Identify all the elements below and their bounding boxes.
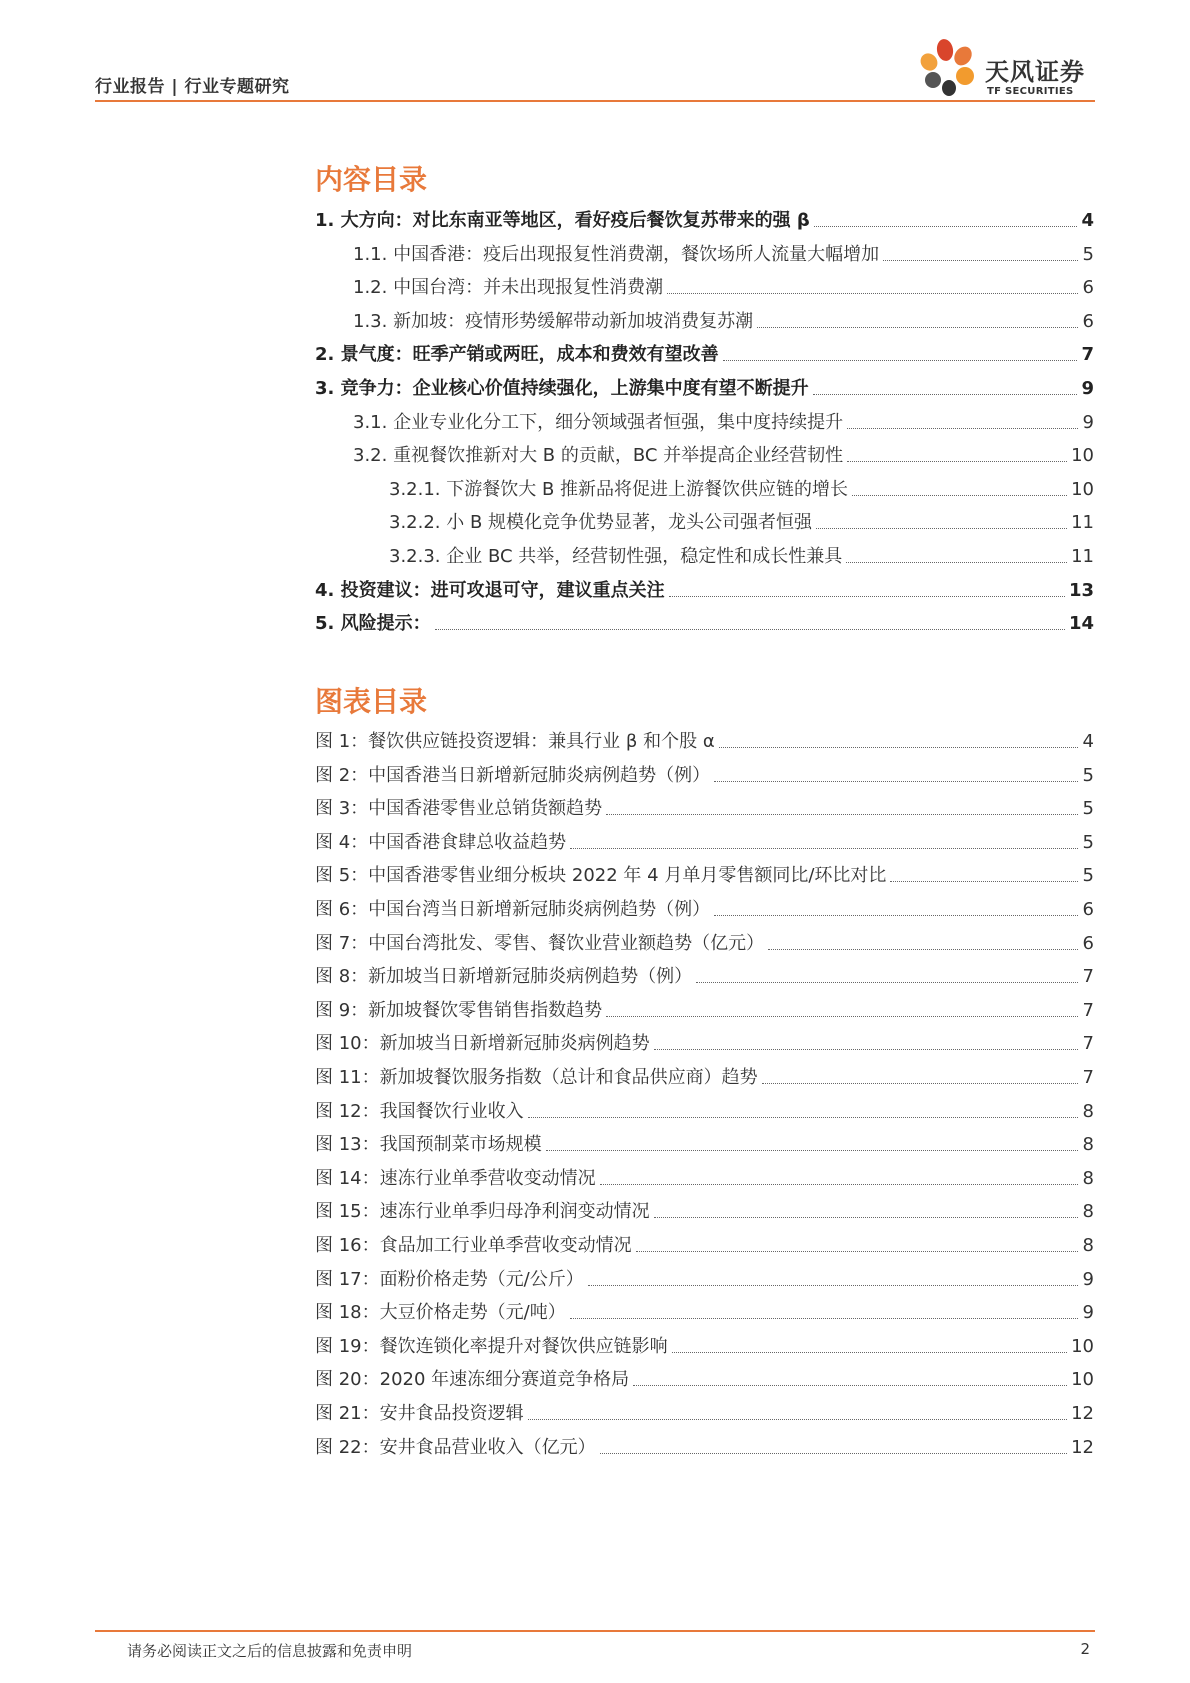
toc-entry-page: 10	[1071, 478, 1094, 500]
leader-dots	[528, 1117, 1078, 1118]
toc-list	[315, 197, 1094, 637]
leader-dots	[606, 814, 1078, 815]
figure-entry-label: 图 13：我国预制菜市场规模	[315, 1134, 542, 1156]
leader-dots	[890, 881, 1078, 882]
figures-list	[315, 718, 1094, 1458]
figure-entry-page: 7	[1082, 966, 1094, 988]
figure-entry-label: 图 3：中国香港零售业总销货额趋势	[315, 798, 603, 820]
figure-entry[interactable]	[315, 1054, 1094, 1090]
figure-entry-page: 5	[1082, 764, 1094, 786]
toc-entry-label: 1. 大方向：对比东南亚等地区，看好疫后餐饮复苏带来的强 β	[315, 210, 810, 231]
toc-entry-page: 5	[1082, 243, 1094, 265]
figure-entry-page: 5	[1082, 865, 1094, 887]
toc-entry[interactable]	[315, 197, 1094, 233]
figure-entry[interactable]	[315, 920, 1094, 956]
figure-entry-label: 图 16：食品加工行业单季营收变动情况	[315, 1235, 632, 1256]
figure-entry[interactable]	[315, 987, 1094, 1023]
leader-dots	[654, 1049, 1078, 1050]
figure-entry[interactable]	[315, 1222, 1094, 1258]
footer-disclaimer: 请务必阅读正文之后的信息披露和免责申明	[127, 1642, 413, 1660]
toc-entry[interactable]	[315, 231, 1094, 267]
leader-dots	[768, 949, 1078, 950]
flower-logo-icon	[915, 36, 985, 100]
figure-entry-page: 10	[1071, 1335, 1094, 1357]
toc-entry-label: 1.1. 中国香港：疫后出现报复性消费潮，餐饮场所人流量大幅增加	[353, 243, 880, 265]
figure-entry-label: 图 2：中国香港当日新增新冠肺炎病例趋势（例）	[315, 764, 711, 786]
figures-title: 图表目录	[315, 685, 428, 718]
leader-dots	[696, 982, 1078, 983]
page-number: 2	[1080, 1640, 1090, 1658]
figure-entry-label: 图 12：我国餐饮行业收入	[315, 1100, 524, 1122]
figure-entry[interactable]	[315, 752, 1094, 788]
figure-entry-label: 图 4：中国香港食肆总收益趋势	[315, 831, 567, 853]
figure-entry-page: 7	[1082, 1067, 1094, 1088]
figure-entry-label: 图 17：面粉价格走势（元/公斤）	[315, 1268, 584, 1290]
figure-entry-page: 8	[1082, 1201, 1094, 1223]
figure-entry[interactable]	[315, 1020, 1094, 1056]
leader-dots	[847, 461, 1067, 462]
toc-entry-page: 6	[1082, 310, 1094, 332]
leader-dots	[435, 629, 1065, 630]
report-type: 行业报告 | 行业专题研究	[95, 77, 290, 97]
toc-entry-page: 11	[1071, 546, 1094, 567]
figure-entry[interactable]	[315, 1121, 1094, 1157]
figure-entry-label: 图 22：安井食品营业收入（亿元）	[315, 1436, 596, 1458]
figure-entry-label: 图 11：新加坡餐饮服务指数（总计和食品供应商）趋势	[315, 1067, 758, 1088]
figure-entry[interactable]	[315, 886, 1094, 922]
figure-entry-page: 7	[1082, 999, 1094, 1021]
leader-dots	[570, 848, 1078, 849]
figure-entry-page: 8	[1082, 1134, 1094, 1156]
leader-dots	[816, 528, 1067, 529]
leader-dots	[883, 260, 1078, 261]
figure-entry[interactable]	[315, 1424, 1094, 1460]
leader-dots	[714, 915, 1078, 916]
figure-entry-page: 8	[1082, 1100, 1094, 1122]
leader-dots	[667, 293, 1078, 294]
leader-dots	[600, 1184, 1078, 1185]
figure-entry-label: 图 18：大豆价格走势（元/吨）	[315, 1302, 566, 1324]
toc-entry-page: 9	[1081, 378, 1094, 399]
figure-entry[interactable]	[315, 1289, 1094, 1325]
toc-entry-label: 3. 竞争力：企业核心价值持续强化，上游集中度有望不断提升	[315, 378, 809, 399]
figure-entry-page: 5	[1082, 831, 1094, 853]
leader-dots	[636, 1251, 1078, 1252]
figure-entry[interactable]	[315, 718, 1094, 754]
logo-english-name: TF SECURITIES	[987, 86, 1074, 97]
toc-entry[interactable]	[315, 298, 1094, 334]
leader-dots	[654, 1217, 1078, 1218]
toc-entry-page: 9	[1082, 411, 1094, 433]
figure-entry-label: 图 8：新加坡当日新增新冠肺炎病例趋势（例）	[315, 966, 693, 988]
leader-dots	[570, 1318, 1078, 1319]
toc-entry-label: 2. 景气度：旺季产销或两旺，成本和费效有望改善	[315, 344, 719, 366]
leader-dots	[847, 428, 1078, 429]
toc-entry-label: 3.2.3. 企业 BC 共举，经营韧性强，稳定性和成长性兼具	[389, 546, 843, 567]
toc-entry-page: 14	[1068, 613, 1094, 635]
figure-entry[interactable]	[315, 785, 1094, 821]
leader-dots	[813, 394, 1078, 395]
toc-entry[interactable]	[315, 399, 1094, 435]
toc-entry[interactable]	[315, 499, 1094, 535]
toc-title: 内容目录	[315, 163, 428, 196]
figure-entry-label: 图 10：新加坡当日新增新冠肺炎病例趋势	[315, 1033, 650, 1055]
figure-entry-label: 图 1：餐饮供应链投资逻辑：兼具行业 β 和个股 α	[315, 731, 715, 752]
figure-entry-label: 图 9：新加坡餐饮零售销售指数趋势	[315, 999, 603, 1021]
figure-entry-label: 图 21：安井食品投资逻辑	[315, 1403, 524, 1424]
figure-entry[interactable]	[315, 819, 1094, 855]
footer-divider	[95, 1630, 1095, 1632]
figure-entry-page: 8	[1082, 1167, 1094, 1189]
company-logo	[915, 36, 1095, 100]
figure-entry-page: 9	[1082, 1302, 1094, 1324]
figure-entry-label: 图 5：中国香港零售业细分板块 2022 年 4 月单月零售额同比/环比对比	[315, 865, 887, 887]
figure-entry[interactable]	[315, 953, 1094, 989]
toc-entry-label: 3.2.1. 下游餐饮大 B 推新品将促进上游餐饮供应链的增长	[389, 478, 849, 500]
leader-dots	[814, 226, 1078, 227]
figure-entry-label: 图 19：餐饮连锁化率提升对餐饮供应链影响	[315, 1335, 668, 1357]
toc-entry-label: 3.2. 重视餐饮推新对大 B 的贡献，BC 并举提高企业经营韧性	[353, 445, 844, 467]
toc-entry-label: 4. 投资建议：进可攻退可守，建议重点关注	[315, 579, 665, 601]
toc-entry[interactable]	[315, 567, 1094, 603]
figure-entry[interactable]	[315, 1088, 1094, 1124]
toc-entry-page: 4	[1081, 210, 1094, 231]
figure-entry[interactable]	[315, 1256, 1094, 1292]
toc-entry-label: 3.1. 企业专业化分工下，细分领域强者恒强，集中度持续提升	[353, 411, 844, 433]
logo-chinese-name: 天风证券	[985, 58, 1085, 86]
toc-entry[interactable]	[315, 264, 1094, 300]
figure-entry[interactable]	[315, 1188, 1094, 1224]
figure-entry[interactable]	[315, 1356, 1094, 1392]
leader-dots	[633, 1385, 1067, 1386]
figure-entry-label: 图 6：中国台湾当日新增新冠肺炎病例趋势（例）	[315, 899, 711, 920]
toc-entry-page: 13	[1068, 579, 1094, 601]
leader-dots	[714, 781, 1078, 782]
leader-dots	[669, 596, 1065, 597]
figure-entry-label: 图 15：速冻行业单季归母净利润变动情况	[315, 1201, 650, 1223]
toc-entry[interactable]	[315, 533, 1094, 569]
leader-dots	[762, 1083, 1078, 1084]
figure-entry-page: 12	[1071, 1436, 1094, 1458]
header-divider	[95, 100, 1095, 102]
toc-entry[interactable]	[315, 432, 1094, 468]
toc-entry[interactable]	[315, 466, 1094, 502]
toc-entry-label: 1.2. 中国台湾：并未出现报复性消费潮	[353, 277, 664, 299]
leader-dots	[546, 1150, 1078, 1151]
figure-entry-label: 图 7：中国台湾批发、零售、餐饮业营业额趋势（亿元）	[315, 932, 765, 954]
leader-dots	[846, 562, 1067, 563]
figure-entry[interactable]	[315, 1323, 1094, 1359]
figure-entry-label: 图 14：速冻行业单季营收变动情况	[315, 1167, 596, 1189]
leader-dots	[672, 1352, 1067, 1353]
figure-entry-page: 6	[1082, 932, 1094, 954]
toc-entry-page: 7	[1081, 344, 1094, 366]
toc-entry[interactable]	[315, 600, 1094, 636]
toc-entry-label: 5. 风险提示：	[315, 613, 431, 635]
toc-entry-page: 6	[1082, 277, 1094, 299]
leader-dots	[723, 360, 1078, 361]
toc-entry[interactable]	[315, 331, 1094, 367]
leader-dots	[757, 327, 1078, 328]
figure-entry-page: 12	[1071, 1403, 1094, 1424]
leader-dots	[606, 1016, 1078, 1017]
figure-entry-page: 5	[1082, 798, 1094, 820]
toc-entry-page: 10	[1071, 445, 1094, 467]
figure-entry-page: 7	[1082, 1033, 1094, 1055]
figure-entry[interactable]	[315, 1155, 1094, 1191]
toc-entry-label: 3.2.2. 小 B 规模化竞争优势显著，龙头公司强者恒强	[389, 512, 813, 534]
leader-dots	[588, 1285, 1078, 1286]
figure-entry-page: 10	[1071, 1369, 1094, 1391]
leader-dots	[719, 747, 1078, 748]
toc-entry-page: 11	[1071, 512, 1094, 534]
toc-entry-label: 1.3. 新加坡：疫情形势缓解带动新加坡消费复苏潮	[353, 310, 754, 332]
leader-dots	[600, 1453, 1067, 1454]
figure-entry-page: 4	[1082, 731, 1094, 752]
figure-entry-label: 图 20：2020 年速冻细分赛道竞争格局	[315, 1369, 630, 1391]
figure-entry-page: 8	[1082, 1235, 1094, 1256]
figure-entry[interactable]	[315, 852, 1094, 888]
figure-entry-page: 9	[1082, 1268, 1094, 1290]
leader-dots	[528, 1419, 1067, 1420]
leader-dots	[852, 495, 1067, 496]
toc-entry[interactable]	[315, 365, 1094, 401]
figure-entry[interactable]	[315, 1390, 1094, 1426]
figure-entry-page: 6	[1082, 899, 1094, 920]
